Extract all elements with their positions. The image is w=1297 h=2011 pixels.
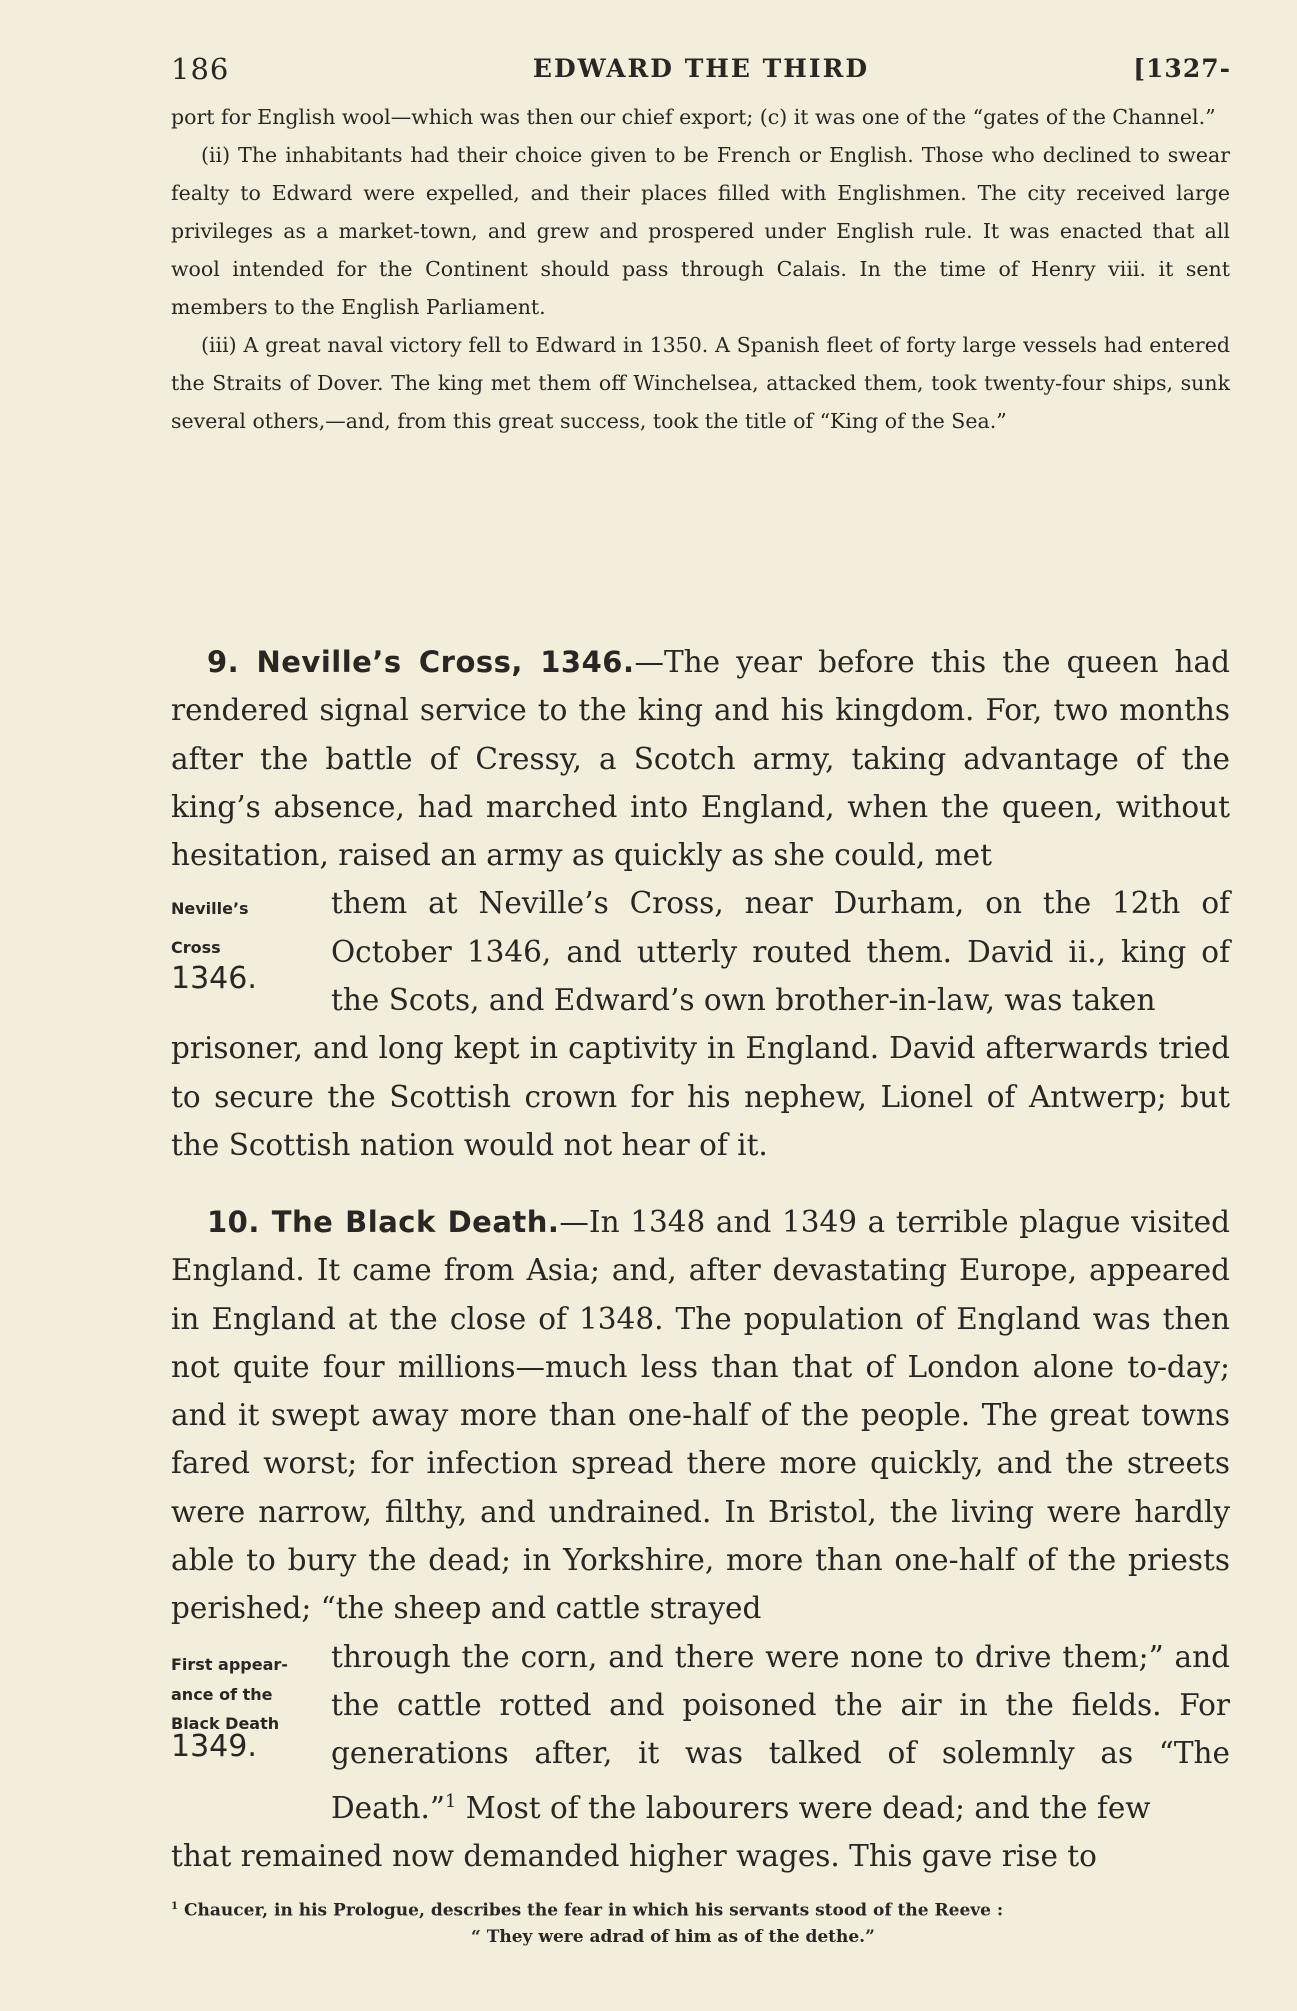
page-number: 186 xyxy=(171,52,230,86)
margin-note-date: 1349. xyxy=(171,1729,257,1764)
page-header xyxy=(171,52,1231,96)
margin-note-line: First appear- xyxy=(171,1655,288,1674)
section-text: Most of the labourers were dead; and the few xyxy=(456,1790,1151,1825)
footnote-quote: “ They were adrad of him as of the dethe.” xyxy=(471,1926,875,1947)
margin-note-neville xyxy=(171,898,321,996)
section-text-after-note: prisoner, and long kept in captivity in England. David afterwards tried to secure the Scottish crown for his nephew, Lionel of Antwerp; but the Scottish nation would not hear of it. xyxy=(171,1031,1230,1162)
section-text-after-note: that remained now demanded higher wages. This gave rise to xyxy=(171,1838,1097,1873)
footnote-text: Chaucer, in his Prologue, describes the fear in which his servants stood of the Reeve : xyxy=(184,1900,1004,1921)
section-paragraph xyxy=(171,638,1230,879)
section-neville-cross xyxy=(171,638,1230,1169)
calais-continued: port for English wool—which was then our chief export; (c) it was one of the “gates of the Channel.” xyxy=(171,105,1216,129)
section-text: —In 1348 and 1349 a terrible plague visited England. It came from Asia; and, after devastating Europe, appeared in England at the close of 1348. The population of England was then not quite four millions—much less than that of London alone to-day; and it swept away more than one-half of the people. The great towns fared worst; for infection spread there more quickly, and the streets were narrow, filthy, and undrained. In Bristol, the living were hardly able to bury the dead; in Yorkshire, more than one-half of the priests perished; “the sheep and cattle strayed xyxy=(171,1205,1230,1626)
footnote xyxy=(171,1893,1230,1950)
section-black-death xyxy=(171,1198,1230,1880)
calais-point-iii: (iii) A great naval victory fell to Edward in 1350. A Spanish fleet of forty large vessels had entered the Straits of Dover. The king met them off Winchelsea, attacked them, took twenty-four ships, sunk several others,—and, from this great success, took the title of “King of the Sea.” xyxy=(171,333,1230,433)
section-text-beside-note: them at Neville’s Cross, near Durham, on the 12th of October 1346, and utterly routed them. David ii., king of the Scots, and Edward’s own brother-in-law, was taken xyxy=(331,886,1230,1018)
section-paragraph xyxy=(171,1198,1230,1633)
margin-note-line: Neville’s xyxy=(171,899,249,918)
margin-note-line: Black Death xyxy=(171,1714,280,1733)
section-text: through the corn, and there were none to drive them;” and the cattle rotted and poisoned the air in the fields. For generations after, it was talked of solemnly as “The Death.” xyxy=(331,1639,1230,1825)
date-range: [1327- xyxy=(1133,54,1231,83)
footnote-ref: 1 xyxy=(445,1791,457,1812)
margin-note-date: 1346. xyxy=(171,961,257,996)
margin-note-line: Cross xyxy=(171,938,221,957)
running-title: EDWARD THE THIRD xyxy=(532,54,870,83)
section-heading: 9. Neville’s Cross, 1346. xyxy=(207,645,635,679)
calais-points xyxy=(171,98,1230,440)
margin-note-line: ance of the xyxy=(171,1685,273,1704)
margin-note-black-death xyxy=(171,1654,321,1764)
calais-point-ii: (ii) The inhabitants had their choice given to be French or English. Those who declined to swear fealty to Edward were expelled, and their places filled with Englishmen. The city received large privileges as a market-town, and grew and prospered under English rule. It was enacted that all wool intended for the Continent should pass through Calais. In the time of Henry viii. it sent members to the English Parliament. xyxy=(171,143,1230,319)
section-text: —The year before this the queen had rendered signal service to the king and his kingdom. For, two months after the battle of Cressy, a Scotch army, taking advantage of the king’s absence, had marched into England, when the queen, without hesitation, raised an army as quickly as she could, met xyxy=(171,645,1230,873)
section-text-beside-note xyxy=(331,1633,1230,1832)
footnote-line xyxy=(171,1893,1230,1924)
section-heading: 10. The Black Death. xyxy=(207,1205,560,1239)
footnote-marker: 1 xyxy=(171,1900,179,1912)
